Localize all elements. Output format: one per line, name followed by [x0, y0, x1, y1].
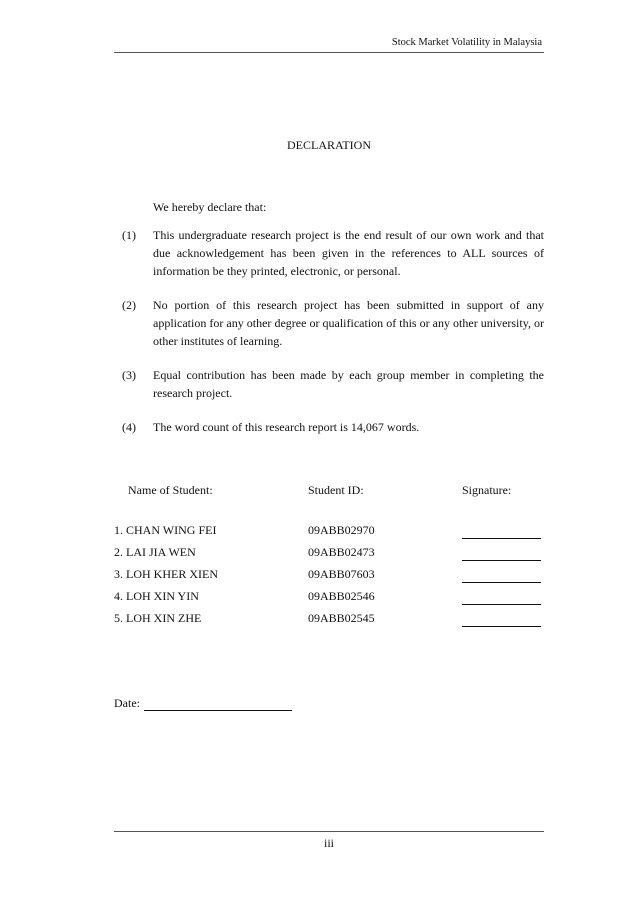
item-number: (2) — [122, 298, 136, 312]
name-column-header: Name of Student: — [128, 483, 213, 497]
student-table-header — [114, 483, 544, 523]
signature-line — [462, 548, 541, 561]
signature-line — [462, 614, 541, 627]
item-text: Equal contribution has been made by each group member in completing the research project. — [153, 368, 544, 400]
student-row — [114, 523, 544, 545]
footer-rule — [114, 831, 544, 832]
student-name: 3. LOH KHER XIEN — [114, 567, 218, 581]
declaration-intro: We hereby declare that: — [153, 200, 267, 214]
student-name: 4. LOH XIN YIN — [114, 589, 199, 603]
page-number: iii — [323, 836, 334, 850]
student-id: 09ABB02545 — [308, 611, 375, 625]
student-id: 09ABB02970 — [308, 523, 375, 537]
declaration-item — [114, 418, 544, 436]
student-id: 09ABB02546 — [308, 589, 375, 603]
declaration-list — [114, 226, 544, 452]
declaration-item — [114, 366, 544, 402]
student-row — [114, 589, 544, 611]
item-number: (3) — [122, 368, 136, 382]
item-text: The word count of this research report is 14,067 words. — [153, 420, 420, 434]
student-name: 2. LAI JIA WEN — [114, 545, 196, 559]
item-number: (4) — [122, 420, 136, 434]
declaration-item — [114, 296, 544, 350]
item-text: No portion of this research project has been submitted in support of any application for any other degree or qualification of this or any other university, or other institutes of learning. — [153, 298, 544, 348]
date-blank-line — [144, 698, 292, 711]
item-number: (1) — [122, 228, 136, 242]
declaration-heading: DECLARATION — [287, 138, 371, 152]
signature-column-header: Signature: — [462, 483, 512, 497]
item-text: This undergraduate research project is the end result of our own work and that due acknowledgement has been given in the references to ALL sources of information be they printed, electronic, or personal. — [153, 228, 544, 278]
date-field — [114, 696, 292, 711]
id-column-header: Student ID: — [308, 483, 364, 497]
student-id: 09ABB02473 — [308, 545, 375, 559]
signature-line — [462, 526, 541, 539]
student-id: 09ABB07603 — [308, 567, 375, 581]
student-row — [114, 567, 544, 589]
signature-line — [462, 570, 541, 583]
student-row — [114, 611, 544, 633]
student-row — [114, 545, 544, 567]
declaration-item — [114, 226, 544, 280]
signature-line — [462, 592, 541, 605]
date-label: Date: — [114, 696, 140, 710]
student-name: 1. CHAN WING FEI — [114, 523, 217, 537]
header-rule — [114, 52, 544, 53]
running-header: Stock Market Volatility in Malaysia — [391, 37, 542, 48]
student-table — [114, 483, 544, 633]
student-name: 5. LOH XIN ZHE — [114, 611, 202, 625]
